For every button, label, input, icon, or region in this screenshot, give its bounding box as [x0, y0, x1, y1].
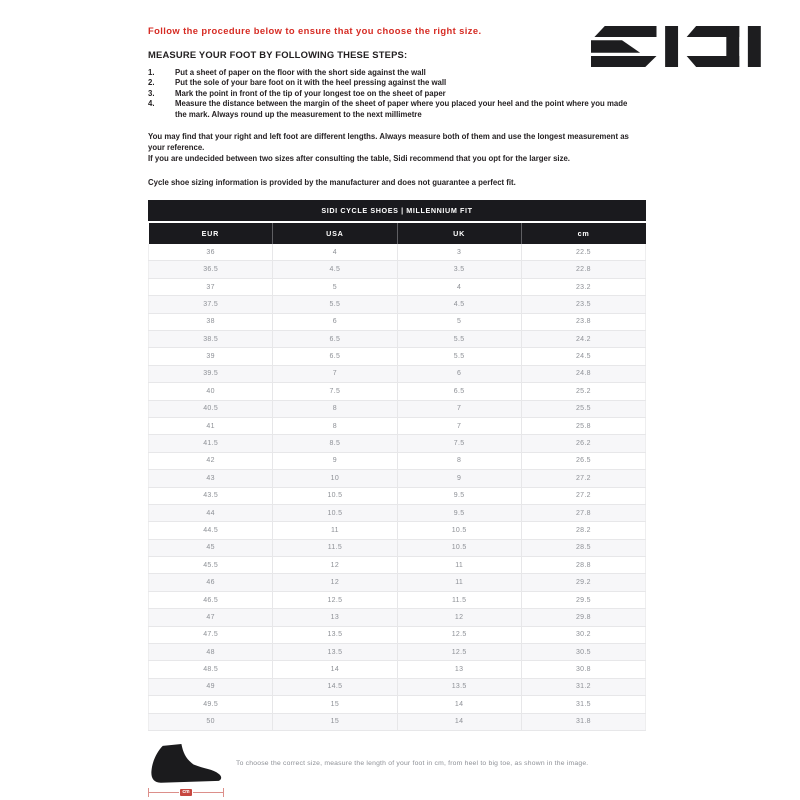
table-row	[149, 417, 646, 434]
size-cell: 23.8	[521, 313, 645, 330]
size-cell: 14	[397, 713, 521, 730]
foot-figure-row	[148, 744, 656, 797]
size-cell: 39.5	[149, 365, 273, 382]
size-cell: 37.5	[149, 296, 273, 313]
table-row	[149, 400, 646, 417]
size-cell: 30.5	[521, 644, 645, 661]
size-cell: 9.5	[397, 504, 521, 521]
size-cell: 49.5	[149, 696, 273, 713]
foot-silhouette-icon	[148, 744, 226, 786]
table-row	[149, 661, 646, 678]
step-item	[148, 78, 656, 88]
size-cell: 14	[397, 696, 521, 713]
size-cell: 10.5	[273, 504, 397, 521]
table-row	[149, 626, 646, 643]
size-cell: 7.5	[273, 383, 397, 400]
size-cell: 28.8	[521, 557, 645, 574]
size-cell: 11	[273, 522, 397, 539]
size-cell: 13.5	[273, 626, 397, 643]
size-cell: 49	[149, 678, 273, 695]
table-row	[149, 435, 646, 452]
measure-steps-list	[148, 68, 656, 120]
size-cell: 4	[397, 278, 521, 295]
size-cell: 38.5	[149, 330, 273, 347]
table-row	[149, 522, 646, 539]
size-cell: 48.5	[149, 661, 273, 678]
foot-figure	[148, 744, 228, 797]
size-cell: 12	[273, 557, 397, 574]
size-cell: 13	[397, 661, 521, 678]
size-cell: 29.8	[521, 609, 645, 626]
steps-title: MEASURE YOUR FOOT BY FOLLOWING THESE STEPS:	[148, 49, 408, 60]
size-cell: 10.5	[397, 539, 521, 556]
size-cell: 45	[149, 539, 273, 556]
size-cell: 27.2	[521, 487, 645, 504]
size-cell: 8	[273, 400, 397, 417]
column-header-usa: USA	[273, 223, 397, 244]
foot-measure-note: To choose the correct size, measure the length of your foot in cm, from heel to big toe, as shown in the image.	[236, 759, 589, 767]
size-cell: 7	[397, 417, 521, 434]
size-cell: 22.5	[521, 244, 645, 261]
size-cell: 11.5	[273, 539, 397, 556]
size-cell: 44	[149, 504, 273, 521]
table-row	[149, 296, 646, 313]
size-table-title: SIDI CYCLE SHOES | MILLENNIUM FIT	[148, 200, 646, 221]
size-cell: 41	[149, 417, 273, 434]
step-line: Mark the point in front of the tip of your longest toe on the sheet of paper	[175, 88, 446, 98]
table-row	[149, 678, 646, 695]
size-cell: 3	[397, 244, 521, 261]
size-cell: 13.5	[273, 644, 397, 661]
size-cell: 47	[149, 609, 273, 626]
table-row	[149, 539, 646, 556]
size-cell: 41.5	[149, 435, 273, 452]
size-cell: 9	[397, 470, 521, 487]
table-row	[149, 609, 646, 626]
size-cell: 8	[397, 452, 521, 469]
table-row	[149, 713, 646, 730]
size-cell: 28.2	[521, 522, 645, 539]
table-row	[149, 278, 646, 295]
size-cell: 46	[149, 574, 273, 591]
step-text	[175, 89, 656, 99]
size-cell: 8	[273, 417, 397, 434]
size-cell: 10.5	[273, 487, 397, 504]
size-cell: 4	[273, 244, 397, 261]
size-cell: 28.5	[521, 539, 645, 556]
step-number: 3.	[148, 88, 155, 98]
note-line: You may find that your right and left foot are different lengths. Always measure both of them and use the longest measurement as	[148, 132, 629, 142]
size-cell: 6.5	[273, 348, 397, 365]
size-cell: 46.5	[149, 591, 273, 608]
step-text	[175, 68, 656, 78]
size-cell: 6	[273, 313, 397, 330]
size-cell: 5.5	[397, 330, 521, 347]
step-line: the mark. Always round up the measurement to the next millimetre	[175, 109, 422, 119]
size-cell: 40.5	[149, 400, 273, 417]
table-row	[149, 470, 646, 487]
cm-label: cm	[182, 788, 190, 795]
size-cell: 11	[397, 574, 521, 591]
size-cell: 39	[149, 348, 273, 365]
size-cell: 30.2	[521, 626, 645, 643]
size-cell: 26.2	[521, 435, 645, 452]
size-cell: 12.5	[273, 591, 397, 608]
size-cell: 14.5	[273, 678, 397, 695]
size-cell: 27.2	[521, 470, 645, 487]
size-cell: 31.8	[521, 713, 645, 730]
step-number: 4.	[148, 99, 155, 109]
size-cell: 29.2	[521, 574, 645, 591]
size-cell: 43.5	[149, 487, 273, 504]
table-row	[149, 261, 646, 278]
red-heading: Follow the procedure below to ensure that you choose the right size.	[148, 25, 482, 36]
size-cell: 23.2	[521, 278, 645, 295]
size-cell: 23.5	[521, 296, 645, 313]
size-cell: 42	[149, 452, 273, 469]
document-content	[148, 0, 656, 797]
size-cell: 4.5	[273, 261, 397, 278]
size-cell: 24.8	[521, 365, 645, 382]
table-row	[149, 313, 646, 330]
step-item	[148, 68, 656, 78]
size-cell: 12.5	[397, 644, 521, 661]
size-cell: 44.5	[149, 522, 273, 539]
step-number: 2.	[148, 78, 155, 88]
size-cell: 15	[273, 696, 397, 713]
table-row	[149, 557, 646, 574]
size-cell: 24.2	[521, 330, 645, 347]
sizing-disclaimer: Cycle shoe sizing information is provided by the manufacturer and does not guarantee a perfect fit.	[148, 178, 516, 188]
step-number: 1.	[148, 68, 155, 77]
size-cell: 15	[273, 713, 397, 730]
size-cell: 47.5	[149, 626, 273, 643]
size-cell: 7	[397, 400, 521, 417]
table-row	[149, 383, 646, 400]
size-cell: 27.8	[521, 504, 645, 521]
size-cell: 5.5	[273, 296, 397, 313]
size-cell: 11	[397, 557, 521, 574]
dimension-line-right	[193, 792, 223, 793]
size-cell: 36	[149, 244, 273, 261]
column-header-eur: EUR	[149, 223, 273, 244]
size-cell: 4.5	[397, 296, 521, 313]
size-cell: 50	[149, 713, 273, 730]
size-cell: 12	[273, 574, 397, 591]
size-cell: 40	[149, 383, 273, 400]
size-cell: 31.5	[521, 696, 645, 713]
dimension-line-left	[149, 792, 179, 793]
step-line: Measure the distance between the margin of the sheet of paper where you placed your heel and the point where you made	[175, 99, 628, 109]
size-cell: 12	[397, 609, 521, 626]
table-row	[149, 504, 646, 521]
size-cell: 7.5	[397, 435, 521, 452]
table-row	[149, 487, 646, 504]
size-cell: 22.8	[521, 261, 645, 278]
size-cell: 31.2	[521, 678, 645, 695]
table-row	[149, 452, 646, 469]
size-table-body	[149, 244, 646, 730]
size-cell: 43	[149, 470, 273, 487]
size-cell: 36.5	[149, 261, 273, 278]
size-cell: 26.5	[521, 452, 645, 469]
size-cell: 24.5	[521, 348, 645, 365]
size-cell: 30.8	[521, 661, 645, 678]
table-row	[149, 244, 646, 261]
note-line: your reference.	[148, 143, 205, 153]
size-cell: 37	[149, 278, 273, 295]
size-cell: 38	[149, 313, 273, 330]
size-cell: 6	[397, 365, 521, 382]
measurement-notes	[148, 131, 656, 164]
step-line: Put the sole of your bare foot on it with the heel pressing against the wall	[175, 78, 447, 88]
table-row	[149, 348, 646, 365]
note-line: If you are undecided between two sizes after consulting the table, Sidi recommend that you opt for the larger size.	[148, 154, 570, 164]
size-cell: 10.5	[397, 522, 521, 539]
size-cell: 45.5	[149, 557, 273, 574]
size-cell: 7	[273, 365, 397, 382]
table-row	[149, 574, 646, 591]
size-cell: 10	[273, 470, 397, 487]
size-cell: 13.5	[397, 678, 521, 695]
size-cell: 25.8	[521, 417, 645, 434]
dimension-tick-right	[223, 788, 224, 797]
table-row	[149, 365, 646, 382]
size-cell: 29.5	[521, 591, 645, 608]
step-line: Put a sheet of paper on the floor with the short side against the wall	[175, 68, 426, 77]
column-header-cm: cm	[521, 223, 645, 244]
table-row	[149, 644, 646, 661]
size-cell: 25.5	[521, 400, 645, 417]
size-cell: 25.2	[521, 383, 645, 400]
step-text	[175, 78, 656, 88]
size-cell: 14	[273, 661, 397, 678]
step-item	[148, 99, 656, 120]
foot-measure-dimension-line	[148, 788, 224, 797]
size-cell: 11.5	[397, 591, 521, 608]
size-cell: 8.5	[273, 435, 397, 452]
size-cell: 12.5	[397, 626, 521, 643]
size-cell: 5	[397, 313, 521, 330]
size-cell: 5	[273, 278, 397, 295]
size-cell: 48	[149, 644, 273, 661]
table-row	[149, 696, 646, 713]
size-cell: 5.5	[397, 348, 521, 365]
table-row	[149, 591, 646, 608]
size-cell: 9.5	[397, 487, 521, 504]
size-cell: 3.5	[397, 261, 521, 278]
step-text	[175, 99, 656, 120]
size-table-header	[149, 223, 646, 244]
step-item	[148, 89, 656, 99]
size-cell: 6.5	[397, 383, 521, 400]
size-cell: 6.5	[273, 330, 397, 347]
table-row	[149, 330, 646, 347]
size-cell: 13	[273, 609, 397, 626]
size-cell: 9	[273, 452, 397, 469]
size-table	[148, 200, 646, 731]
column-header-uk: UK	[397, 223, 521, 244]
